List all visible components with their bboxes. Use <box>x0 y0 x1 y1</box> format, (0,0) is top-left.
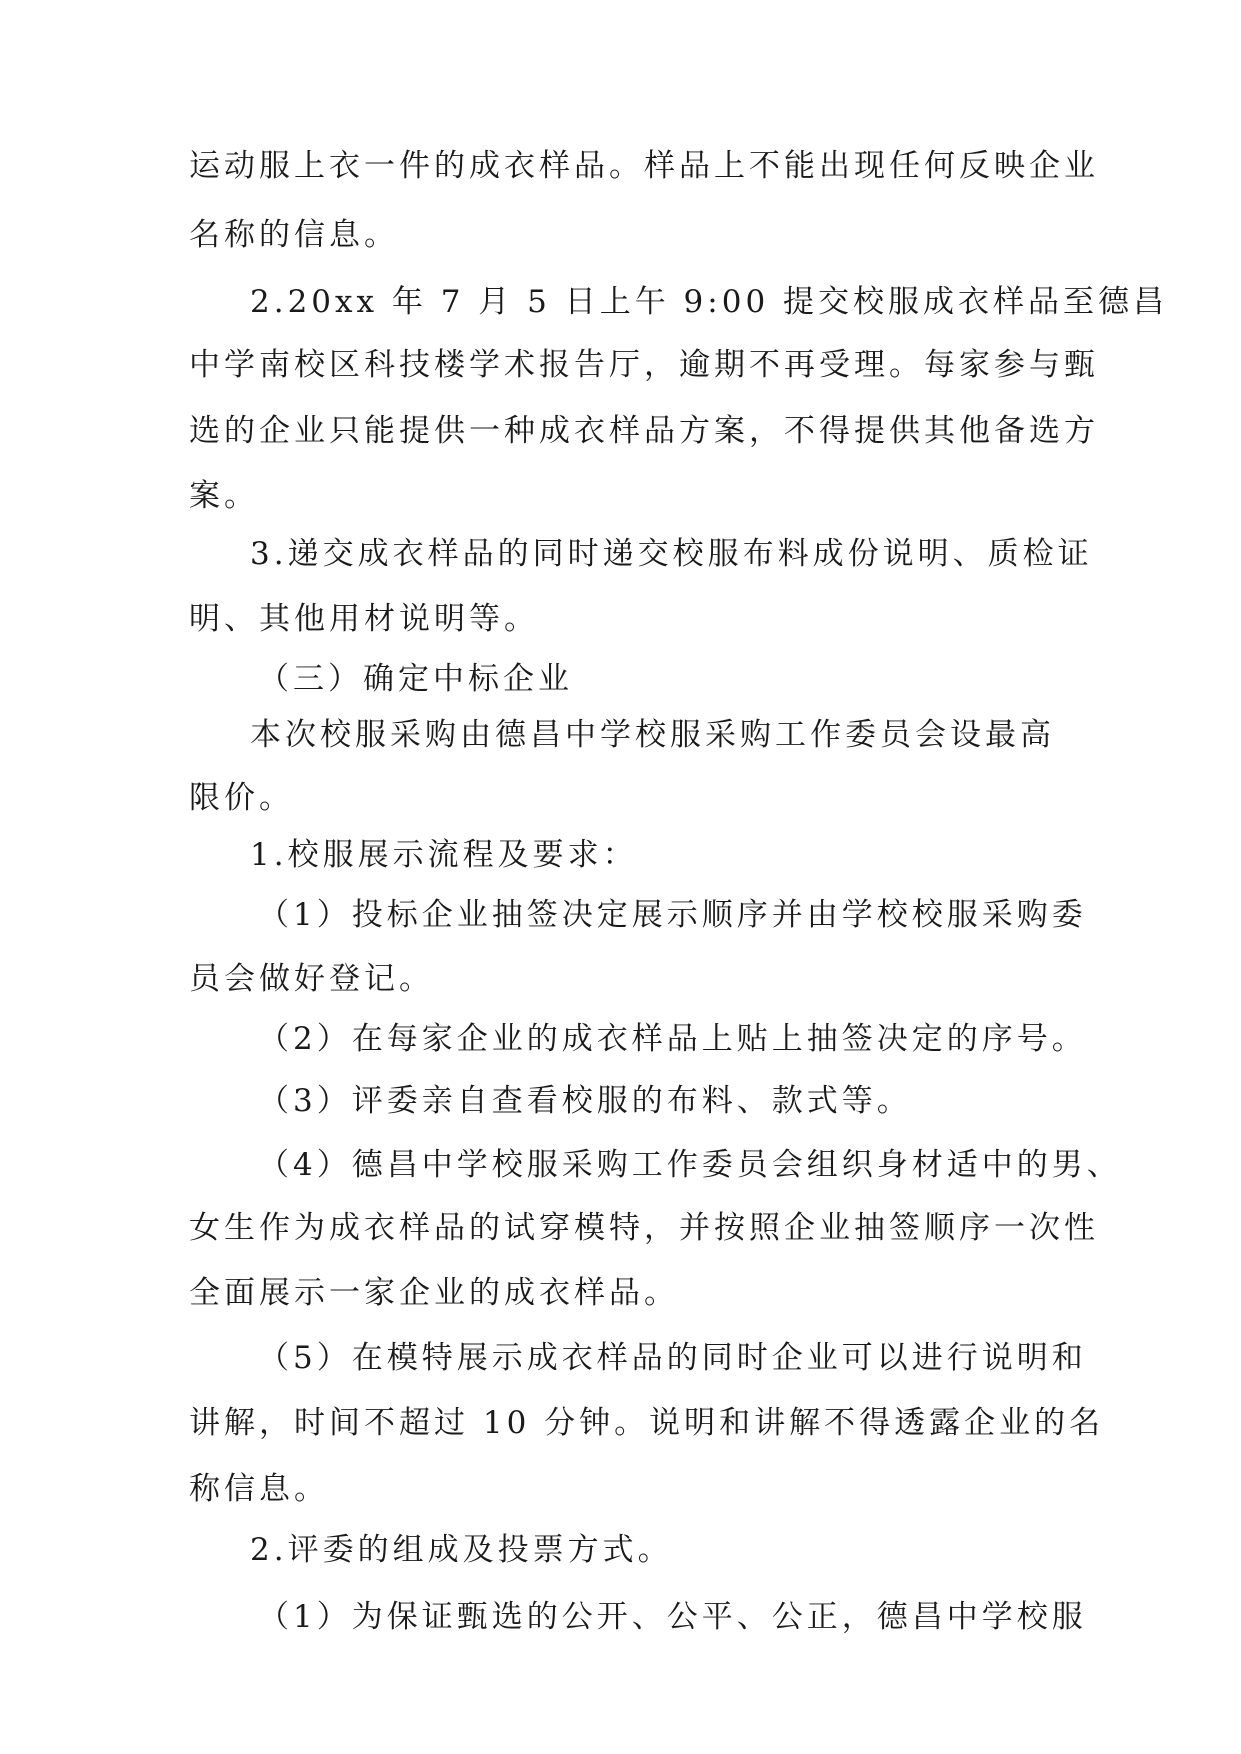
text-line: 中学南校区科技楼学术报告厅，逾期不再受理。每家参与甄 <box>189 347 1099 383</box>
text-line: 名称的信息。 <box>189 217 399 253</box>
text-line: （2）在每家企业的成衣样品上贴上抽签决定的序号。 <box>258 1021 1087 1057</box>
text-line: 员会做好登记。 <box>189 961 434 997</box>
text-line: 2.20xx 年 7 月 5 日上午 9:00 提交校服成衣样品至德昌 <box>250 284 1169 320</box>
text-line: （5）在模特展示成衣样品的同时企业可以进行说明和 <box>258 1340 1087 1376</box>
text-line: （1）为保证甄选的公开、公平、公正，德昌中学校服 <box>258 1599 1087 1635</box>
text-line: 1.校服展示流程及要求： <box>250 837 638 873</box>
text-line: 运动服上衣一件的成衣样品。样品上不能出现任何反映企业 <box>189 148 1099 184</box>
text-line: 选的企业只能提供一种成衣样品方案，不得提供其他备选方 <box>189 413 1099 449</box>
section-heading: （三）确定中标企业 <box>258 661 573 697</box>
text-line: （4）德昌中学校服采购工作委员会组织身材适中的男、 <box>258 1147 1122 1183</box>
text-line: 全面展示一家企业的成衣样品。 <box>189 1275 679 1311</box>
text-line: 本次校服采购由德昌中学校服采购工作委员会设最高 <box>250 717 1055 753</box>
text-line: 讲解，时间不超过 10 分钟。说明和讲解不得透露企业的名 <box>189 1405 1105 1441</box>
text-line: 明、其他用材说明等。 <box>189 601 539 637</box>
text-line: （1）投标企业抽签决定展示顺序并由学校校服采购委 <box>258 897 1087 933</box>
text-line: 2.评委的组成及投票方式。 <box>250 1532 673 1568</box>
text-line: 限价。 <box>189 780 294 816</box>
text-line: 案。 <box>189 478 259 514</box>
text-line: 称信息。 <box>189 1471 329 1507</box>
text-line: （3）评委亲自查看校服的布料、款式等。 <box>258 1083 912 1119</box>
text-line: 女生作为成衣样品的试穿模特，并按照企业抽签顺序一次性 <box>189 1210 1099 1246</box>
text-line: 3.递交成衣样品的同时递交校服布料成份说明、质检证 <box>250 536 1093 572</box>
